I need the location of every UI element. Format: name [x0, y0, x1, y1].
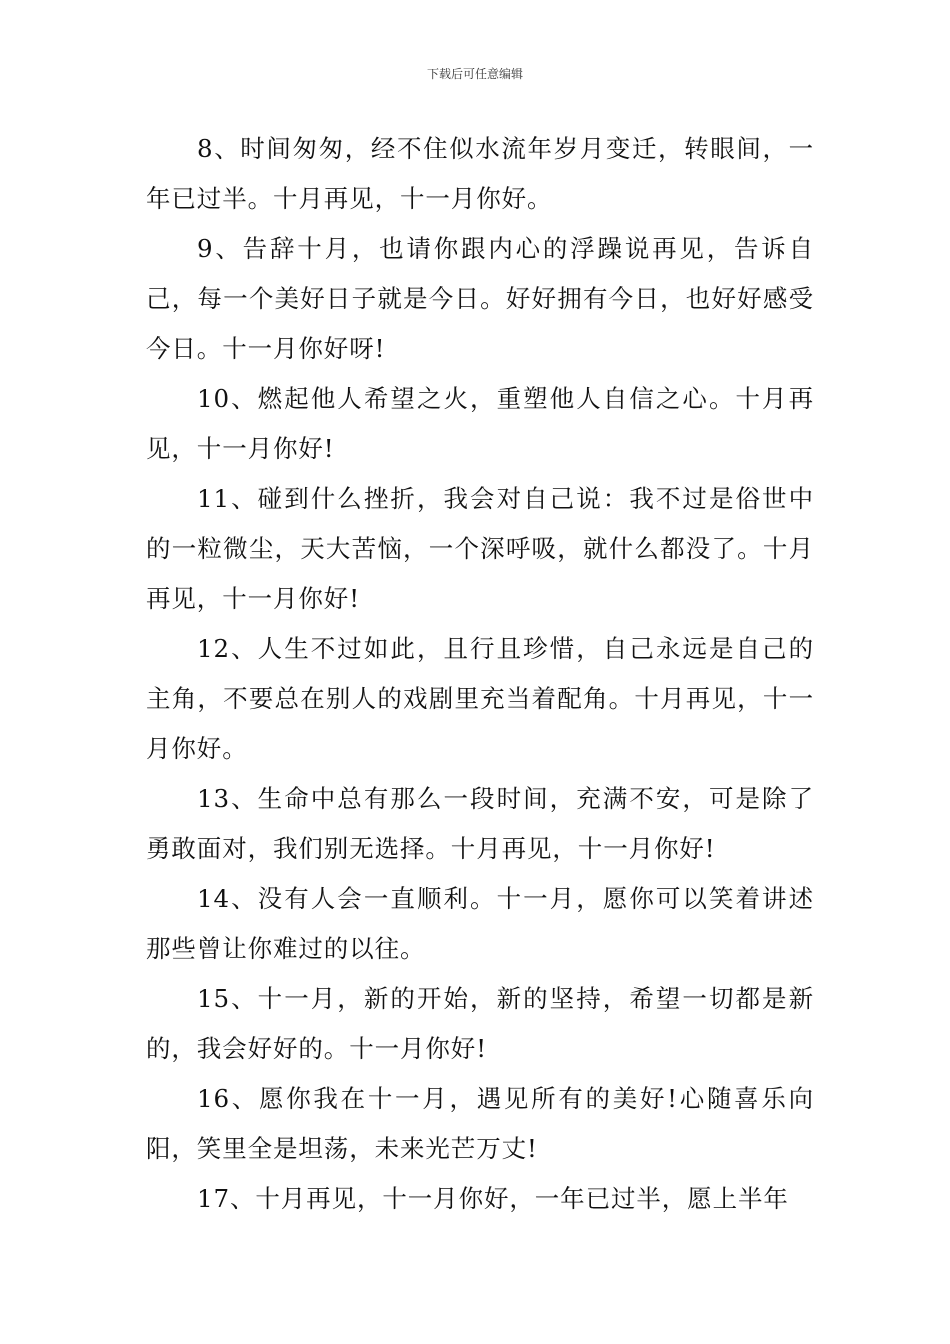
paragraph-9: 9、告辞十月，也请你跟内心的浮躁说再见，告诉自己，每一个美好日子就是今日。好好拥有今日，也好好感受今日。十一月你好呀! [146, 234, 814, 363]
paragraph-16: 16、愿你我在十一月，遇见所有的美好!心随喜乐向阳，笑里全是坦荡，未来光芒万丈! [146, 1084, 814, 1163]
paragraph-12: 12、人生不过如此，且行且珍惜，自己永远是自己的主角，不要总在别人的戏剧里充当着配角。十月再见，十一月你好。 [146, 634, 814, 763]
page-header: 下载后可任意编辑 [426, 67, 523, 81]
paragraph-11: 11、碰到什么挫折，我会对自己说：我不过是俗世中的一粒微尘，天大苦恼，一个深呼吸，就什么都没了。十月再见，十一月你好! [146, 484, 814, 613]
paragraph-10: 10、燃起他人希望之火，重塑他人自信之心。十月再见，十一月你好! [146, 384, 814, 463]
paragraph-13: 13、生命中总有那么一段时间，充满不安，可是除了勇敢面对，我们别无选择。十月再见，十一月你好! [146, 784, 814, 863]
paragraph-8: 8、时间匆匆，经不住似水流年岁月变迁，转眼间，一年已过半。十月再见，十一月你好。 [146, 134, 814, 213]
paragraph-15: 15、十一月，新的开始，新的坚持，希望一切都是新的，我会好好的。十一月你好! [146, 984, 814, 1063]
paragraph-14: 14、没有人会一直顺利。十一月，愿你可以笑着讲述那些曾让你难过的以往。 [146, 884, 814, 963]
document-body [146, 124, 814, 1224]
paragraph-17: 17、十月再见，十一月你好，一年已过半，愿上半年 [197, 1184, 789, 1213]
